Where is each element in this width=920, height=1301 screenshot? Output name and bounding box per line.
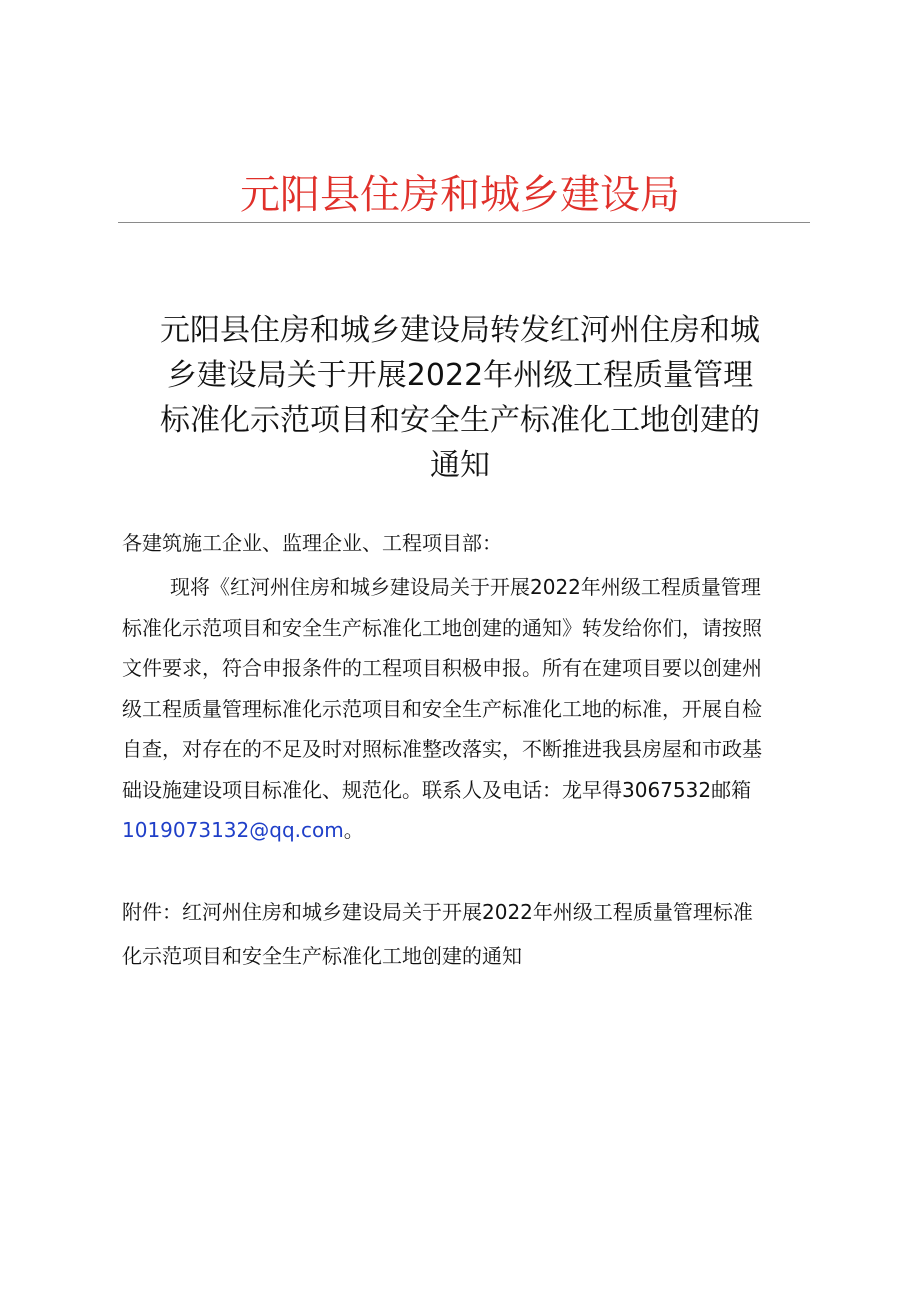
document-title-line: 乡建设局关于开展2022年州级工程质量管理 [166, 358, 754, 393]
body-line: 自查，对存在的不足及时对照标准整改落实，不断推进我县房屋和市政基 [122, 737, 762, 761]
document-title-line: 元阳县住房和城乡建设局转发红河州住房和城 [160, 313, 760, 348]
salutation: 各建筑施工企业、监理企业、工程项目部： [122, 531, 502, 555]
contact-email-link[interactable]: 1019073132@qq.com [122, 818, 344, 842]
header-divider [118, 222, 810, 223]
body-line: 级工程质量管理标准化示范项目和安全生产标准化工地的标准，开展自检 [122, 696, 762, 721]
attachment-line: 化示范项目和安全生产标准化工地创建的通知 [122, 944, 522, 968]
body-line: 文件要求，符合申报条件的工程项目积极申报。所有在建项目要以创建州 [122, 656, 762, 680]
document-title-line: 标准化示范项目和安全生产标准化工地创建的 [160, 403, 760, 438]
body-line: 现将《红河州住房和城乡建设局关于开展2022年州级工程质量管理 [170, 575, 761, 599]
body-line: 础设施建设项目标准化、规范化。联系人及电话：龙早得3067532邮箱 [122, 777, 752, 802]
attachment-note [122, 890, 822, 978]
attachment-line: 附件：红河州住房和城乡建设局关于开展2022年州级工程质量管理标准 [122, 900, 753, 924]
email-suffix: 。 [343, 818, 364, 842]
body-line: 标准化示范项目和安全生产标准化工地创建的通知》转发给你们，请按照 [122, 615, 762, 640]
body-line-email [122, 810, 822, 851]
issuing-authority-title: 元阳县住房和城乡建设局 [240, 172, 680, 218]
document-title [135, 308, 785, 488]
document-title-line: 通知 [430, 448, 490, 483]
body-paragraph [122, 567, 822, 851]
